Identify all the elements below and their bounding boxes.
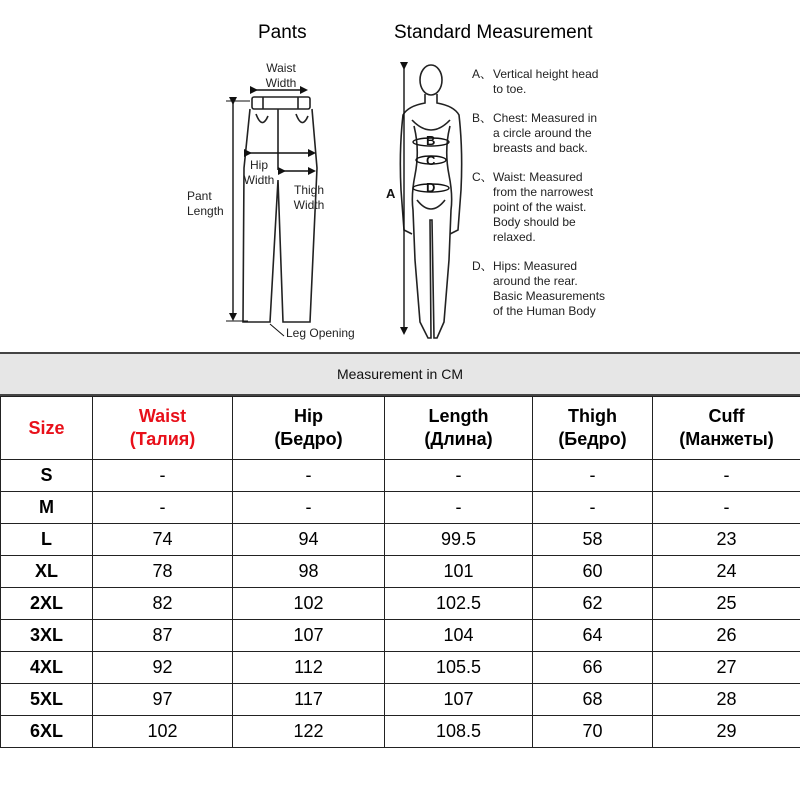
table-row (1, 620, 800, 652)
marker-letter-c: C (426, 153, 436, 168)
hip-cell: 98 (233, 556, 385, 588)
cuff-cell: - (653, 492, 800, 524)
hip-cell: 107 (233, 620, 385, 652)
table-row (1, 460, 800, 492)
size-cell: M (1, 492, 93, 524)
thigh-cell: - (533, 492, 653, 524)
table-row (1, 524, 800, 556)
thigh-cell: 70 (533, 716, 653, 748)
length-cell: 105.5 (385, 652, 533, 684)
size-cell: 3XL (1, 620, 93, 652)
size-cell: 6XL (1, 716, 93, 748)
table-row (1, 684, 800, 716)
pants-title: Pants (258, 22, 307, 43)
cuff-cell: 23 (653, 524, 800, 556)
table-row (1, 556, 800, 588)
length-cell: - (385, 460, 533, 492)
marker-letter-d: D (426, 180, 436, 195)
thigh-cell: - (533, 460, 653, 492)
waist-cell: - (93, 460, 233, 492)
marker-letter-b: B (426, 133, 436, 148)
body-drawing (400, 65, 461, 338)
waist-cell: 102 (93, 716, 233, 748)
waist-cell: 92 (93, 652, 233, 684)
table-row (1, 716, 800, 748)
thigh-cell: 64 (533, 620, 653, 652)
description-a: A、 Vertical height head to toe. (472, 67, 599, 96)
illustration-area (0, 0, 800, 352)
thigh-cell: 58 (533, 524, 653, 556)
waist-cell: 87 (93, 620, 233, 652)
size-cell: XL (1, 556, 93, 588)
description-c: C、 Waist: Measured from the narrowest point of the waist. Body should be relaxed. (472, 170, 594, 244)
waist-width-label: Waist Width (265, 61, 297, 90)
description-b: B、 Chest: Measured in a circle around the breasts and back. (472, 111, 598, 155)
hip-cell: 112 (233, 652, 385, 684)
size-cell: 5XL (1, 684, 93, 716)
description-d: D、 Hips: Measured around the rear. Basic Measurements of the Human Body (472, 259, 606, 318)
thigh-width-label: Thigh Width (293, 183, 325, 212)
cuff-cell: 27 (653, 652, 800, 684)
size-table (0, 396, 800, 748)
header-waist: Waist (Талия) (93, 397, 233, 460)
size-cell: 2XL (1, 588, 93, 620)
size-cell: 4XL (1, 652, 93, 684)
hip-cell: - (233, 492, 385, 524)
thigh-cell: 62 (533, 588, 653, 620)
table-row (1, 588, 800, 620)
pant-length-label: Pant Length (187, 189, 224, 218)
length-cell: 108.5 (385, 716, 533, 748)
waist-cell: 97 (93, 684, 233, 716)
table-header-row (1, 397, 800, 460)
hip-width-label: Hip Width (243, 158, 275, 187)
standard-measurement-title: Standard Measurement (394, 22, 593, 43)
header-size: Size (1, 397, 93, 460)
header-length: Length (Длина) (385, 397, 533, 460)
table-row (1, 652, 800, 684)
hip-cell: - (233, 460, 385, 492)
hip-cell: 117 (233, 684, 385, 716)
length-cell: 101 (385, 556, 533, 588)
cuff-cell: 24 (653, 556, 800, 588)
thigh-cell: 66 (533, 652, 653, 684)
thigh-cell: 60 (533, 556, 653, 588)
size-cell: S (1, 460, 93, 492)
pants-dimensions (226, 90, 314, 336)
size-cell: L (1, 524, 93, 556)
diagram-drawing (0, 0, 800, 352)
length-cell: 104 (385, 620, 533, 652)
cuff-cell: 26 (653, 620, 800, 652)
cuff-cell: 29 (653, 716, 800, 748)
cuff-cell: - (653, 460, 800, 492)
waist-cell: - (93, 492, 233, 524)
thigh-cell: 68 (533, 684, 653, 716)
size-chart (0, 352, 800, 800)
leg-opening-label: Leg Opening (286, 326, 355, 340)
header-cuff: Cuff (Манжеты) (653, 397, 800, 460)
hip-cell: 102 (233, 588, 385, 620)
hip-cell: 94 (233, 524, 385, 556)
cuff-cell: 28 (653, 684, 800, 716)
length-cell: 99.5 (385, 524, 533, 556)
length-cell: - (385, 492, 533, 524)
measurement-banner: Measurement in CM (0, 352, 800, 396)
table-row (1, 492, 800, 524)
header-thigh: Thigh (Бедро) (533, 397, 653, 460)
marker-letter-a: A (386, 186, 396, 201)
waist-cell: 78 (93, 556, 233, 588)
waist-cell: 82 (93, 588, 233, 620)
length-cell: 102.5 (385, 588, 533, 620)
waist-cell: 74 (93, 524, 233, 556)
header-hip: Hip (Бедро) (233, 397, 385, 460)
cuff-cell: 25 (653, 588, 800, 620)
hip-cell: 122 (233, 716, 385, 748)
length-cell: 107 (385, 684, 533, 716)
